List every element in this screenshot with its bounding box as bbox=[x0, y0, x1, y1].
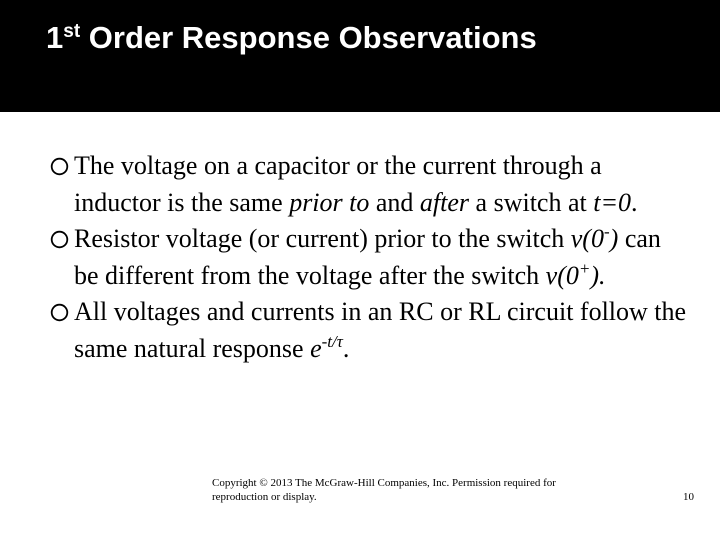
title-superscript: st bbox=[63, 21, 81, 42]
bullet-1-text-and: and bbox=[369, 187, 420, 217]
bullet-capacitor-inductor bbox=[50, 148, 690, 221]
bullet-natural-response bbox=[50, 294, 690, 367]
bullet-2-v0-minus bbox=[571, 224, 619, 253]
bullet-3-exponential bbox=[310, 331, 343, 363]
page-number: 10 bbox=[683, 491, 694, 503]
v0-plus-close: ). bbox=[590, 260, 606, 290]
bullet-2-text: Resistor voltage (or current) prior to the switch bbox=[74, 224, 571, 253]
bullet-2-text-mid: can be different from the voltage after the switch bbox=[74, 224, 661, 290]
copyright-notice: Copyright © 2013 The McGraw-Hill Companies, Inc. Permission required for reproduction or display. bbox=[212, 477, 556, 503]
title-prefix: 1 bbox=[46, 20, 64, 55]
v0-minus-close: ) bbox=[609, 224, 619, 253]
v0-plus-sup: + bbox=[578, 258, 591, 278]
v0-plus-base: v(0 bbox=[545, 260, 579, 290]
hollow-circle-bullet-icon bbox=[50, 230, 69, 249]
bullet-1-text-switch: a switch at bbox=[469, 187, 594, 217]
title-bar bbox=[0, 0, 720, 112]
bullet-3-period: . bbox=[342, 333, 350, 363]
exponential-sup: -t/τ bbox=[321, 331, 343, 351]
bullet-3-text: All voltages and currents in an RC or RL circuit follow the same natural response bbox=[74, 297, 687, 363]
bullet-1-emphasis-after: after bbox=[419, 187, 470, 217]
bullet-2-v0-plus bbox=[545, 258, 606, 290]
bullet-list bbox=[50, 148, 690, 367]
bullet-1-period: . bbox=[631, 187, 638, 217]
title-rest: Order Response Observations bbox=[80, 20, 537, 55]
hollow-circle-bullet-icon bbox=[50, 303, 69, 322]
bullet-1-emphasis-prior: prior to bbox=[289, 187, 370, 217]
v0-minus-base: v(0 bbox=[570, 224, 604, 253]
exponential-base: e bbox=[310, 333, 322, 363]
slide-title bbox=[46, 16, 537, 60]
bullet-1-text: The voltage on a capacitor or the current through a inductor is the same bbox=[74, 151, 602, 217]
v0-minus-sup: - bbox=[603, 222, 610, 241]
hollow-circle-bullet-icon bbox=[50, 157, 69, 176]
bullet-1-time-expression: t=0 bbox=[593, 187, 631, 217]
bullet-resistor bbox=[50, 221, 690, 294]
